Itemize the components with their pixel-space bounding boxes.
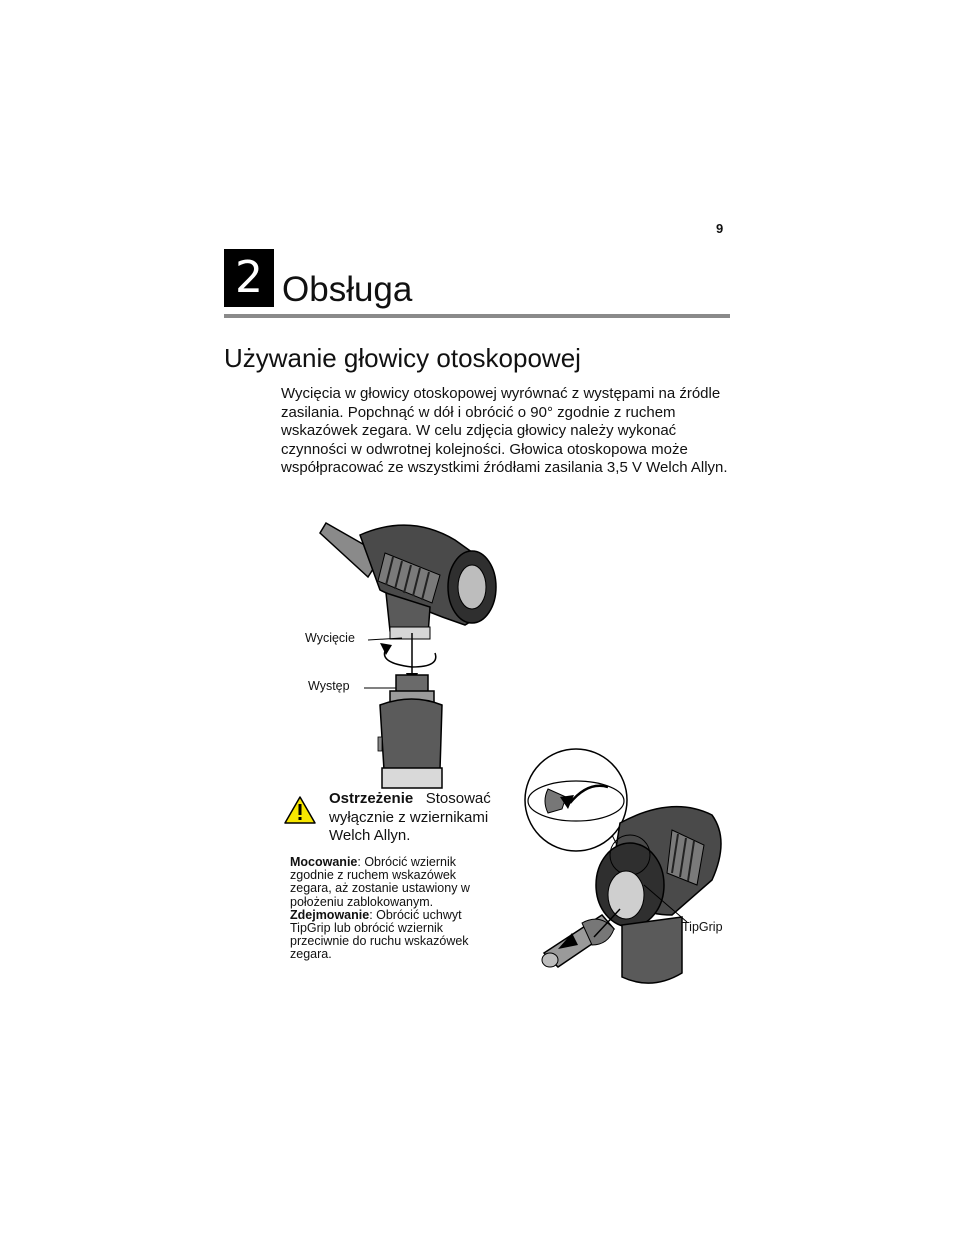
otoscope-attach-illustration	[290, 515, 520, 790]
warning-label: Ostrzeżenie	[329, 790, 414, 807]
label-tipgrip: TipGrip	[682, 920, 723, 934]
chapter-number-box: 2	[224, 249, 274, 307]
mount-label: Mocowanie	[290, 855, 358, 869]
remove-text: : Obrócić uchwyt TipGrip lub obrócić wziernik przeciwnie do ruchu wskazówek zegara.	[290, 907, 469, 962]
speculum-instructions	[290, 856, 490, 962]
label-notch: Wycięcie	[305, 631, 355, 645]
section-title: Używanie głowicy otoskopowej	[224, 343, 581, 373]
mount-text: : Obrócić wziernik zgodnie z ruchem wskazówek zegara, aż zostanie ustawiony w położeniu zablokowanym.	[290, 855, 470, 909]
label-lug: Występ	[308, 679, 350, 693]
warning-text	[329, 790, 504, 846]
remove-label: Zdejmowanie	[290, 907, 370, 922]
warning-icon	[283, 795, 317, 825]
intro-paragraph: Wycięcia w głowicy otoskopowej wyrównać z występami na źródle zasilania. Popchnąć w dół i obrócić o 90° zgodnie z ruchem wskazówek zegara. W celu zdjęcia głowicy należy wykonać czynności w odwrotnej kolejności. Głowica otoskopowa może współpracować ze wszystkimi źródłami zasilania 3,5 V Welch Allyn.	[281, 385, 728, 477]
page-number: 9	[716, 221, 724, 236]
chapter-title: Obsługa	[282, 270, 413, 309]
warning-body: Stosować wyłącznie z wziernikami Welch Allyn.	[329, 790, 491, 844]
speculum-mount-illustration	[522, 745, 732, 990]
chapter-rule	[224, 314, 730, 318]
